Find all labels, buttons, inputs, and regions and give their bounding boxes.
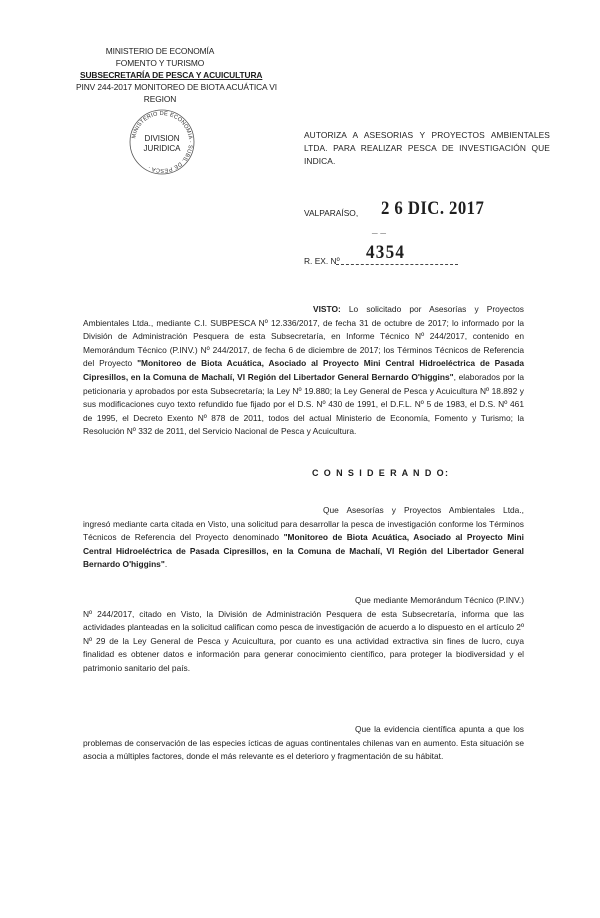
p1-project-title: "Monitoreo de Biota Acuática, Asociado al Proyecto Mini Central Hidroeléctrica de Pasada Cipresillos, en la Comuna de Machalí, VI Región del Libertador General Bernardo O'higgins" [83,532,524,570]
resolution-subject: AUTORIZA A ASESORIAS Y PROYECTOS AMBIENTALES LTDA. PARA REALIZAR PESCA DE INVESTIGACIÓN QUE INDICA. [304,130,550,166]
considerando-paragraph-2: Que mediante Memorándum Técnico (P.INV.) Nº 244/2017, citado en Visto, la División de Administración Pesquera de esta Subsecretaría, informa que las actividades planteadas en la solicitud califican como pesca de investigación de acuerdo a lo dispuesto en el artículo 2º Nº 29 de la Ley General de Pesca y Acuicultura, por cuanto es una actividad extractiva sin fines de lucro, cuya finalidad es obtener datos e información para generar conocimiento científico, para proteger la biodiversidad y el patrimonio sanitario del país. [83,595,524,673]
ministry-name: MINISTERIO DE ECONOMÍA [105,46,215,56]
stamp-center-line2: JURIDICA [143,144,181,153]
letterhead [76,45,278,105]
p1-text-1: Que Asesorías y Proyectos Ambientales Ltda., ingresó mediante carta citada en Visto, una solicitud para desarrollar la pesca de investigación conforme los Términos Técnicos de Referencia del Proyecto denominado [83,505,524,543]
handwritten-date: 2 6 DIC. 2017 [381,198,485,219]
considerando-paragraph-1 [83,504,524,572]
visto-project-title: "Monitoreo de Biota Acuática, Asociado al Proyecto Mini Central Hidroeléctrica de Pasada Cipresillos, en la Comuna de Machalí, VI Región del Libertador General Bernardo O'higgins" [83,358,524,382]
division-juridica-stamp [128,108,196,176]
visto-label: VISTO: [313,304,341,314]
visto-paragraph [83,303,524,439]
p1-text-2: . [164,559,168,570]
stamp-center-line1: DIVISION [144,134,180,143]
resolution-number-line [336,264,458,265]
considerando-paragraph-3: Que la evidencia científica apunta a que los problemas de conservación de las especies ícticas de aguas continentales chilenas van en aumento. Esta situación se asocia a múltiples factores, donde el más relevante es el deterioro y fragmentación de su hábitat. [83,724,524,762]
place-label: VALPARAÍSO, [304,208,359,218]
stamp-ring-text: MINISTERIO DE ECONOMIA · SUBS. DE PESCA · [131,110,194,174]
project-region: REGION [143,94,177,104]
resolution-number-label: R. EX. Nº [304,256,340,266]
visto-text-1: Lo solicitado por Asesorías y Proyectos Ambientales Ltda., mediante C.I. SUBPESCA Nº 12.336/2017, de fecha 31 de octubre de 2017; lo informado por la División de Administración Pesquera de esta Subsecretaría, en Informe Técnico Nº 244/2017, contenido en Memorándum Técnico (P.INV.) Nº 244/2017, de fecha 6 de diciembre de 2017; los Términos Técnicos de Referencia del Proyecto [83,304,524,369]
project-code: PINV 244-2017 MONITOREO DE BIOTA ACUÁTICA VI [76,82,278,92]
subsecretaria-name: SUBSECRETARÍA DE PESCA Y ACUICULTURA [80,70,263,80]
ministry-subtitle: FOMENTO Y TURISMO [115,58,205,68]
visto-text-2: , elaborados por la peticionaria y aprobados por esta Subsecretaría; la Ley Nº 19.880; la Ley General de Pesca y Acuicultura Nº 18.892 y sus modificaciones cuyo texto refundido fue fijado por el D.S. Nº 430 de 1991, el D.F.L. Nº 5 de 1983, el D.S. Nº 461 de 1995, el Decreto Exento Nº 878 de 2011, todos del actual Ministerio de Economía, Fomento y Turismo; la Resolución Nº 332 de 2011, del Servicio Nacional de Pesca y Acuicultura. [83,371,524,437]
handwritten-resolution-number: 4354 [366,242,406,263]
considerando-heading: C O N S I D E R A N D O: [312,468,450,478]
date-dashes: _ _ [372,224,386,235]
